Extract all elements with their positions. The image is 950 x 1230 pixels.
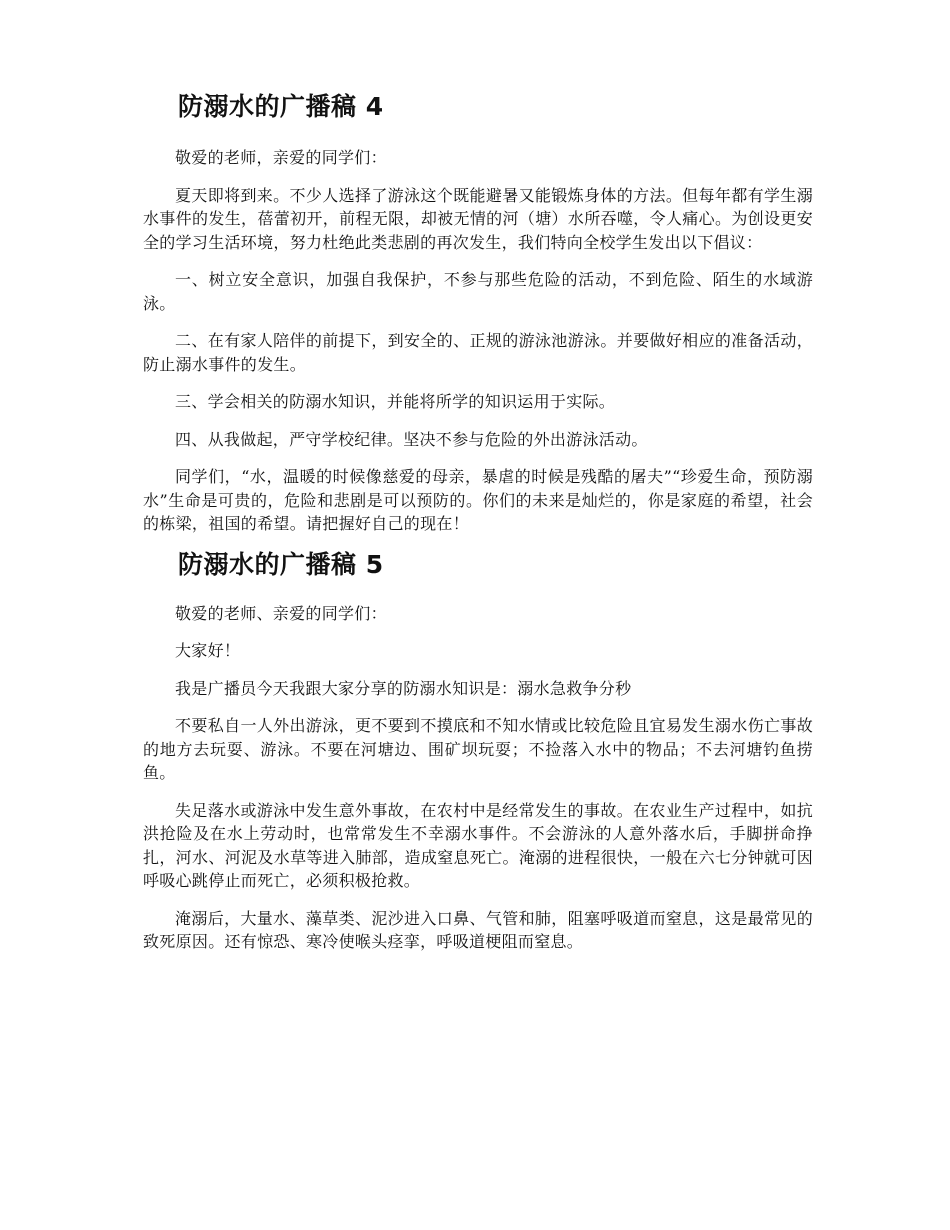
paragraph: 失足落水或游泳中发生意外事故，在农村中是经常发生的事故。在农业生产过程中，如抗洪抢险及在水上劳动时，也常常发生不幸溺水事件。不会游泳的人意外落水后，手脚拼命挣扎，河水、河泥及水草等进入肺部，造成窒息死亡。淹溺的进程很快，一般在六七分钟就可因呼吸心跳停止而死亡，必须积极抢救。 xyxy=(143,800,813,890)
paragraph: 夏天即将到来。不少人选择了游泳这个既能避暑又能锻炼身体的方法。但每年都有学生溺水事件的发生，蓓蕾初开，前程无限，却被无情的河（塘）水所吞噬，令人痛心。为创设更安全的学习生活环境，努力杜绝此类悲剧的再次发生，我们特向全校学生发出以下倡议： xyxy=(143,185,813,252)
paragraph: 三、学会相关的防溺水知识，并能将所学的知识运用于实际。 xyxy=(175,392,616,411)
paragraph: 一、树立安全意识，加强自我保护，不参与那些危险的活动，不到危险、陌生的水域游泳。 xyxy=(143,270,813,313)
paragraph: 同学们，“水，温暖的时候像慈爱的母亲，暴虐的时候是残酷的屠夫”“珍爱生命，预防溺水”生命是可贵的，危险和悲剧是可以预防的。你们的未来是灿烂的，你是家庭的希望，社会的栋梁，祖国的希望。请把握好自己的现在！ xyxy=(143,467,813,533)
greeting: 大家好！ xyxy=(175,641,241,660)
paragraph: 不要私自一人外出游泳，更不要到不摸底和不知水情或比较危险且宜易发生溺水伤亡事故的地方去玩耍、游泳。不要在河塘边、围矿坝玩耍；不捡落入水中的物品；不去河塘钓鱼捞鱼。 xyxy=(143,716,813,782)
section-title: 防溺水的广播稿 4 xyxy=(178,92,384,121)
section-body xyxy=(143,146,813,536)
paragraph: 四、从我做起，严守学校纪律。坚决不参与危险的外出游泳活动。 xyxy=(175,429,648,449)
salutation: 敬爱的老师、亲爱的同学们： xyxy=(175,603,387,623)
paragraph: 我是广播员今天我跟大家分享的防溺水知识是：溺水急救争分秒 xyxy=(175,678,632,698)
salutation: 敬爱的老师，亲爱的同学们： xyxy=(175,148,387,167)
paragraph: 二、在有家人陪伴的前提下，到安全的、正规的游泳池游泳。并要做好相应的准备活动，防止溺水事件的发生。 xyxy=(143,331,813,374)
section-body xyxy=(143,602,813,954)
document-page xyxy=(143,0,813,954)
section-title: 防溺水的广播稿 5 xyxy=(178,549,384,579)
paragraph: 淹溺后，大量水、藻草类、泥沙进入口鼻、气管和肺，阻塞呼吸道而窒息，这是最常见的致死原因。还有惊恐、寒冷使喉头痉挛，呼吸道梗阻而窒息。 xyxy=(143,908,813,951)
